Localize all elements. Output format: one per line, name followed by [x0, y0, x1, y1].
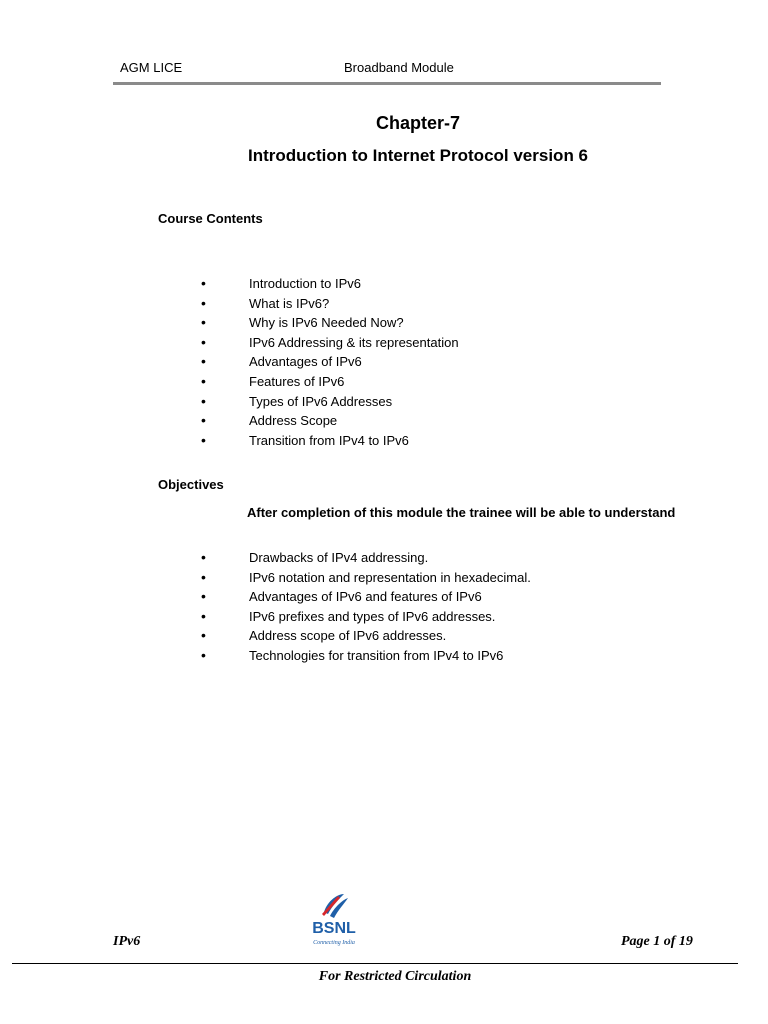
objectives-label: Objectives: [158, 477, 224, 492]
bullet-icon: •: [201, 294, 206, 311]
bullet-icon: •: [201, 275, 206, 291]
header-rule: [113, 82, 661, 85]
footer-note: For Restricted Circulation: [318, 969, 472, 984]
bsnl-logo-icon: [304, 890, 364, 948]
page-number: Page 1 of 19: [621, 934, 693, 949]
chapter-heading: Chapter-7: [375, 113, 460, 133]
bsnl-logo: [304, 890, 364, 948]
bullet-icon: •: [201, 588, 206, 605]
bullet-icon: •: [201, 549, 206, 565]
footer-left-text: IPv6: [113, 934, 141, 949]
bullet-icon: •: [201, 646, 206, 663]
footer-rule: [12, 963, 738, 964]
header-center-text: Broadband Module: [344, 60, 454, 75]
bullet-icon: •: [201, 412, 206, 429]
bullet-icon: •: [201, 627, 206, 644]
bullet-icon: •: [201, 314, 206, 331]
bullet-icon: •: [201, 392, 206, 409]
header-left-text: AGM LICE: [120, 60, 183, 75]
page-title: Introduction to Internet Protocol version 6: [247, 146, 589, 165]
logo-tagline: Connecting India: [313, 940, 355, 946]
objectives-intro: After completion of this module the trainee will be able to understand: [247, 505, 676, 520]
course-contents-label: Course Contents: [158, 211, 263, 226]
bullet-icon: •: [201, 431, 206, 448]
bullet-icon: •: [201, 353, 206, 370]
logo-wordmark: BSNL: [312, 920, 356, 937]
bullet-icon: •: [201, 568, 206, 585]
bullet-icon: •: [201, 607, 206, 624]
bullet-icon: •: [201, 333, 206, 350]
bullet-icon: •: [201, 372, 206, 389]
